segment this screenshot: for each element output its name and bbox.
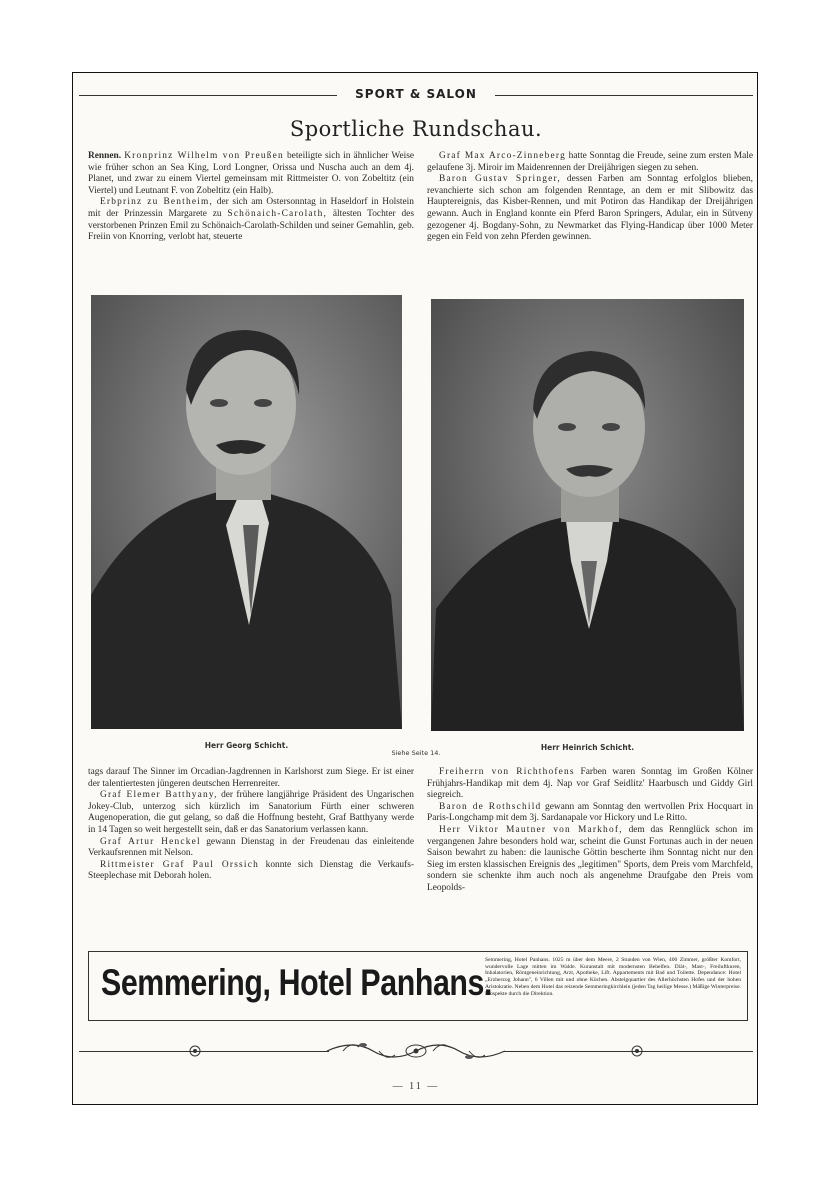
portrait-heinrich-illustration: [431, 299, 744, 731]
top-left-column: [88, 151, 414, 244]
caption-georg: Herr Georg Schicht.: [204, 741, 289, 750]
footer-rule-left: [79, 1051, 329, 1052]
name-orssich: Rittmeister Graf Paul Orssich: [100, 859, 259, 870]
ornament-vine-icon: [323, 1035, 509, 1067]
name-springer: Baron Gustav Springer,: [439, 174, 561, 185]
bottom-right-p3-text: dem das Rennglück schon im vergangenen Jahre besonders hold war, scheint die Gunst Fortunas auch in der neuen Saison bewahrt zu haben: die launische Göttin bescherte ihm Sonntag nicht nur den Sieg im ersten klassischen Ereignis des „legitimen" Sports, dem Preis vom Marchfeld, sondern sie schenkte ihm auch noch als angenehme Draufgabe den Preis vom Leopolds-: [427, 824, 753, 893]
top-right-p2-text: dessen Farben am Sonntag erfolglos blieben, revanchierte sich schon am folgenden Renntage, an dem er mit Slibowitz das Hauptereignis, das Kisber-Rennen, und mit Potiron das Handikap der Dreijährigen gewann. Auch in England konnte ein Pferd Baron Springers, Adular, ein in Sütveny gezogener 4j. Bogdany-Sohn, zu Newmarket das Flying-Handicap über 1000 Meter gegen ein Feld von zehn Pferden gewinnen.: [427, 174, 754, 243]
bottom-left-column: [88, 767, 414, 883]
ornament-rose-left-icon: [187, 1043, 203, 1059]
name-mautner: Herr Viktor Mautner von Markhof,: [439, 824, 623, 835]
name-schoenaich: Schönaich-Carolath,: [227, 208, 328, 219]
top-left-p2-text-a: der sich am Ostersonntag in Haseldorf in Holstein mit der Prinzessin Margarete zu: [88, 197, 414, 219]
bottom-left-p3-text: gewann Dienstag in der Freudenau das einleitende Verkaufsrennen mit Nelson.: [88, 836, 415, 859]
name-richthofen: Freiherrn von Richthofens: [439, 767, 575, 777]
bottom-left-p4-text: konnte sich Dienstag die Verkaufs-Steeplechase mit Deborah holen.: [88, 859, 414, 882]
page-frame: [72, 72, 758, 1105]
caption-see-page: Siehe Seite 14.: [391, 749, 441, 757]
portrait-georg-illustration: [91, 295, 402, 729]
ornament-rose-right-icon: [629, 1043, 645, 1059]
name-henckel: Graf Artur Henckel: [100, 836, 201, 847]
top-right-column: [427, 151, 753, 244]
ad-text: Semmering, Hotel Panhans. 1025 m über dem Meere, 2 Stunden von Wien, 400 Zimmer, größter Komfort, wundervolle Lage mitten im Walde. Kuranstalt mit modernsten Behelfen. Diät-, Mast-, Freiluftkuren, Inhalatorien, Röntgeneinrichtung, Arzt, Apotheke, Lift. Appartements mit Bad und Toilette. Dependance: Hotel „Erzherzog Johann", 6 Villen mit und ohne Küchen. Abstelgquartier des Allerhöchsten Hofes und der hohen Aristokratie. Neben dem Hotel das reizende Semmeringkirchlein (jeden Tag heilige Messe.) Mäßige Winterpreise. Prospekte durch die Direktion.: [485, 957, 741, 997]
portrait-heinrich-schicht: [431, 299, 744, 731]
name-rothschild: Baron de Rothschild: [439, 801, 542, 812]
page-number: — 11 —: [392, 1081, 440, 1092]
name-bentheim: Erbprinz zu Bentheim,: [100, 197, 214, 208]
bottom-left-p2-text: der frühere langjährige Präsident des Ungarischen Jokey-Club, unterzog sich kürzlich im Sanatorium Fürth einer schweren Augenoperation, die gut gelang, so daß die Hoffnung besteht, Graf Batthyany werde in 14 Tagen so weit hergestellt sein, daß er das Sanatorium verlassen kann.: [88, 790, 414, 835]
name-batthyany: Graf Elemer Batthyany,: [100, 790, 218, 801]
main-title: Sportliche Rundschau.: [289, 117, 543, 141]
rennen-lead: Rennen.: [88, 151, 122, 161]
bottom-left-p1-text: tags darauf The Sinner im Orcadian-Jagdrennen in Karlshorst zum Siege. Er ist einer der talentiertesten jüngeren deutschen Herrenreiter.: [88, 767, 414, 789]
bottom-right-column: [427, 767, 753, 895]
bottom-right-p1-text: Farben waren Sonntag im Großen Kölner Frühjahrs-Handikap mit dem 4j. Nap vor Graf Seidlitz' Haarbusch und Giddy Girl siegreich.: [427, 767, 754, 801]
top-left-p2-text-b: ältesten Tochter des verstorbenen Prinzen Emil zu Schönaich-Carolath-Schilden und seiner Gemahlin, geb. Freiin von Knorring, verlobt hat, steuerte: [88, 208, 414, 243]
ad-title: Semmering, Hotel Panhans.: [101, 962, 493, 1003]
footer-rule-right: [503, 1051, 753, 1052]
hotel-advertisement: [88, 951, 748, 1021]
caption-heinrich: Herr Heinrich Schicht.: [540, 743, 635, 752]
top-right-p1-text: hatte Sonntag die Freude, seine zum ersten Male gelaufene 3j. Miroir im Maidenrennen der Dreijährigen siegen zu sehen.: [427, 151, 753, 173]
portrait-georg-schicht: [91, 295, 402, 729]
bottom-right-p2-text: gewann am Sonntag den wertvollen Prix Hocquart in Paris-Longchamp mit dem 3j. Sardanapale vor Hickory und Le Ritto.: [427, 801, 754, 824]
header-title: SPORT & SALON: [355, 87, 477, 101]
top-left-p1-text: beteiligte sich in ähnlicher Weise wie früher schon an Sea King, Lord Longner, Orissa und Nuscha auch an dem 4j. Planet, und zwar zu einem Viertel gemeinsam mit Rittmeister O. von Zobeltitz (ein Viertel) und Leutnant F. von Zobeltitz (ein Halb).: [88, 151, 415, 196]
name-kronprinz: Kronprinz Wilhelm von Preußen: [124, 151, 284, 161]
name-arco: Graf Max Arco-Zinneberg: [439, 151, 566, 161]
